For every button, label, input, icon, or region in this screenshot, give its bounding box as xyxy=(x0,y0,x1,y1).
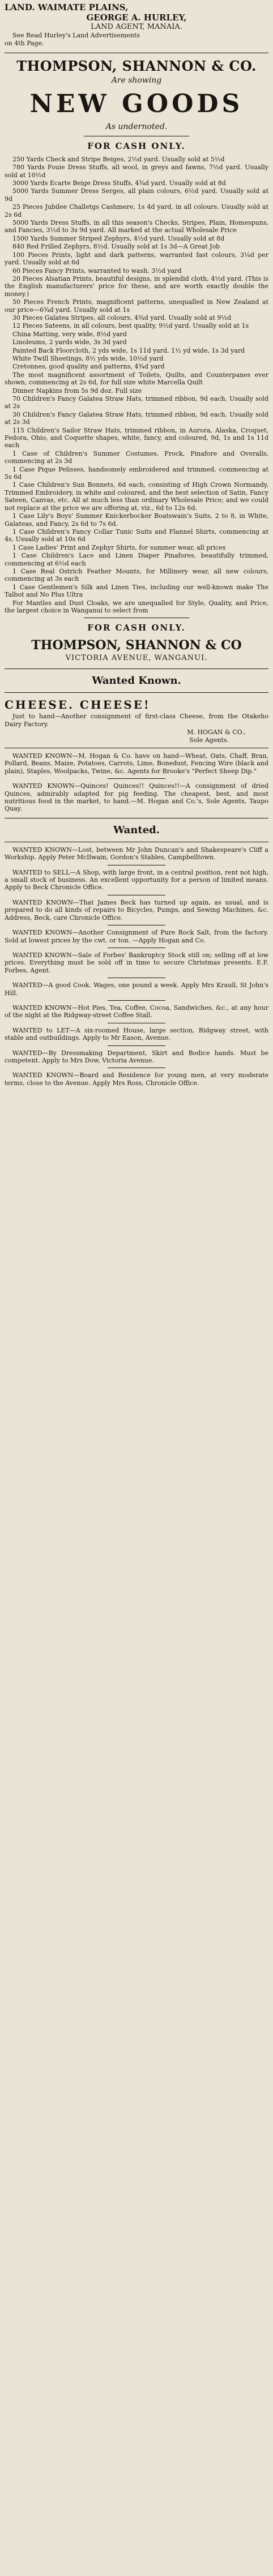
goods-item: 25 Pieces Jubilee Challetgs Cashmere, 1s 4d yard, in all colours. Usually sold at 2s 6d xyxy=(5,203,268,218)
goods-item: 5000 Yards Summer Dress Serges, all plain colours, 6½d yard. Usually sold at 9d xyxy=(5,187,268,203)
drapery-ad xyxy=(5,58,268,664)
classified-ad: WANTED—By Dressmaking Department, Skirt and Bodice hands. Must be competent. Apply to Mrs Dow, Victoria Avenue. xyxy=(5,1049,268,1064)
wanted-title: Wanted. xyxy=(113,824,160,836)
goods-item: 30 Pieces Galatea Stripes, all colours, 4¾d yard. Usually sold at 9½d xyxy=(12,314,232,322)
goods-item: 70 Children's Fancy Galatea Straw Hats, trimmed ribbon, 9d each. Usually sold at 2s xyxy=(5,395,268,410)
goods-item: 1 Case Pique Pelisses, handsomely embroidered and trimmed, commencing at 5s 6d xyxy=(5,465,268,481)
cheese-role: Sole Agents. xyxy=(189,736,229,744)
undernoted-line: As undernoted. xyxy=(105,122,168,131)
classified-ad: WANTED KNOWN—Sale of Forbes' Bankruptcy Stock still on; selling off at low prices. Everything must be sold off in time to secure Christmas presents. E.F. Forbes, Agent. xyxy=(5,951,268,974)
wanted-known-list xyxy=(5,752,268,813)
goods-item: 1 Case Children's Lace and Linen Diaper Pinafores, beautifully trimmed, commencing at 6½d each xyxy=(5,552,268,567)
classified-ad: WANTED to LET—A six-roomed House, large section, Ridgway street, with stable and outbuildings. Apply to Mr Eason, Avenue. xyxy=(5,1026,268,1042)
goods-item: 1 Case Children's Fancy Collar Tunic Suits and Flannel Shirts, commencing at 4s. Usually sold at 10s 6d xyxy=(5,528,268,543)
goods-item: 1500 Yards Summer Striped Zephyrs, 4½d yard. Usually sold at 8d xyxy=(12,234,225,242)
wanted-list xyxy=(5,846,268,1087)
cheese-body: Just to hand—Another consignment of first-class Cheese, from the Otakeho Dairy Factory. xyxy=(5,713,268,728)
goods-item: 115 Children's Sailor Straw Hats, trimmed ribbon, in Aurora, Alaska, Croquet, Fedora, Ohio, and Coquette shapes, white, fancy, and coloured, 9d, 1s and 1s 11d each xyxy=(5,426,268,449)
goods-item: 100 Pieces Prints, light and dark patterns, warranted fast colours, 3¼d per yard. Usually sold at 6d xyxy=(5,251,268,267)
land-agent-ad xyxy=(5,2,268,48)
goods-item: Cretonnes, good quality and patterns, 4¾d yard xyxy=(12,363,165,371)
showing-line: Are showing xyxy=(111,75,162,85)
goods-item: Painted Back Floorcloth, 2 yds wide, 1s 11d yard. 1½ yd wide, 1s 3d yard xyxy=(12,346,245,354)
goods-item: 30 Children's Fancy Galatea Straw Hats, trimmed ribbon, 9d each. Usually sold at 2s 3d xyxy=(5,410,268,426)
classified-ad: WANTED KNOWN—Quinces! Quinces!! Quinces!!—A consignment of dried Quinces, admirably adapted for pig feeding. The cheapest, best, and most nutritious food in the market, to hand.—M. Hogan and Co.'s, Sole Agents, Taupo Quay. xyxy=(5,782,268,813)
for-cash-heading: FOR CASH ONLY. xyxy=(87,140,186,151)
goods-item: 1 Case Gentlemen's Silk and Linen Ties, including our well-known make The Talbot and No Plus Ultra xyxy=(5,583,268,599)
ad-separator xyxy=(108,1000,166,1001)
goods-item: Linoleums, 2 yards wide, 3s 3d yard xyxy=(12,338,127,346)
divider xyxy=(5,692,268,693)
wanted-known-title: Wanted Known. xyxy=(92,675,181,687)
ad-separator xyxy=(108,1045,166,1046)
land-ad-line5: on 4th Page. xyxy=(5,40,44,48)
classified-ad: WANTED KNOWN—Another Consignment of Pure Rock Salt, from the factory. Sold at lowest prices by the cwt. or ton. —Apply Hogan and Co. xyxy=(5,929,268,944)
land-ad-line1: LAND. WAIMATE PLAINS, xyxy=(5,2,129,12)
land-ad-line3: LAND AGENT, MANAIA. xyxy=(91,23,182,31)
goods-item: 20 Pieces Alsatian Prints, beautiful designs, in splendid cloth, 4½d yard. (This is the English manufacturers' price for these, and are worth exactly double the money.) xyxy=(5,275,268,298)
goods-item: 50 Pieces French Prints, magnificent patterns, unequalled in New Zealand at our price—6¾d yard. Usually sold at 1s xyxy=(5,298,268,314)
for-cash-heading-bottom: FOR CASH ONLY. xyxy=(87,623,186,633)
land-ad-line4: See Read Hurley's Land Advertisements xyxy=(12,32,140,39)
classified-ad: WANTED KNOWN—Board and Residence for young men, at very moderate terms, close to the Avenue. Apply Mrs Ross, Chronicle Office. xyxy=(5,1071,268,1087)
cheese-ad xyxy=(5,697,268,744)
goods-item: 780 Yards Fouie Dress Stuffs, all wool, in greys and fawns, 7½d yard. Usually sold at 10½d xyxy=(5,164,268,179)
goods-item: 3000 Yards Ecarte Beige Dress Stuffs, 4¾d yard. Usually sold at 8d xyxy=(12,179,226,187)
goods-item: 250 Yards Check and Stripe Beiges, 2½d yard. Usually sold at 5½d xyxy=(12,155,225,163)
ad-separator xyxy=(108,778,166,779)
footer-firm-name: THOMPSON, SHANNON & CO xyxy=(31,638,242,653)
classified-ad: WANTED KNOWN—That James Beck has turned up again, as usual, and is prepared to do all kinds of repairs to Bicycles, Pumps, and Sewing Machines, &c. Address, Beck, care Chronicle Office. xyxy=(5,898,268,921)
goods-item: 5000 Yards Dress Stuffs, in all this season's Checks, Stripes, Plain, Homespuns, and Fancies, 3½d to 3s 9d yard. All marked at the actual Wholesale Price xyxy=(5,219,268,234)
goods-item: 60 Pieces Fancy Prints, warranted to wash, 3½d yard xyxy=(12,267,182,275)
divider xyxy=(5,668,268,669)
goods-item: For Mantles and Dust Cloaks, we are unequalled for Style, Quality, and Price, the largest choice in Wanganui to select from xyxy=(5,599,268,614)
goods-item: Dinner Napkins from 5s 9d doz. Full size xyxy=(12,387,142,395)
goods-item: White Twill Sheetings, 8½ yds wide, 10½d yard xyxy=(12,354,164,362)
classified-ad: WANTED KNOWN—M. Hogan & Co. have on hand—Wheat, Oats, Chaff, Bran, Pollard, Beans, Maize, Potatoes, Carrots, Lime, Bonedust, Fencing Wire (black and plain), Staples, Woolpacks, Twine, &c. Agents for Brooke's "Perfect Sheep Dip." xyxy=(5,752,268,775)
classified-ad: WANTED KNOWN—Hot Pies, Tea, Coffee, Cocoa, Sandwiches, &c., at any hour of the night at the Ridgway-street Coffee Stall. xyxy=(5,1004,268,1019)
land-ad-line2: GEORGE A. HURLEY, xyxy=(86,12,187,23)
goods-item: China Matting, very wide, 8½d yard xyxy=(12,330,127,338)
goods-item: 1 Case Children's Sun Bonnets, 6d each, consisting of High Crown Normandy, Trimmed Embroidery, in white and coloured, and the best selection of Satin, Fancy Sateen, Canvas, etc. All at much less than ordinary Wholesale Price; and we could not replace at the price we are offering at, viz., 6d to 12s 6d. xyxy=(5,481,268,512)
goods-list xyxy=(5,156,268,615)
goods-item: 840 Red Frilled Zephyrs, 8½d. Usually sold at 1s 3d—A Great Job xyxy=(12,243,220,251)
classified-ad: WANTED KNOWN—Lost, between Mr John Duncan's and Shakespeare's Cliff a Workship. Apply Peter McIlwain, Gordon's Stables, Campbelltown. xyxy=(5,846,268,861)
goods-item: 1 Case Real Ostrich Feather Mounts, for Millinery wear, all new colours, commencing at 3s each xyxy=(5,567,268,583)
new-goods-title: NEW GOODS xyxy=(29,89,244,118)
goods-item: 1 Case Lily's Boys' Summer Knickerbocker Boatswain's Suits, 2 to 8, in White, Galateas, and Fancy, 2s 6d to 7s 6d. xyxy=(5,512,268,528)
classified-ad: WANTED—A good Cook. Wages, one pound a week. Apply Mrs Kraull, St John's Hill. xyxy=(5,981,268,997)
cheese-heading: CHEESE. CHEESE! xyxy=(5,698,151,712)
newspaper-page xyxy=(0,0,273,1087)
classified-ad: WANTED to SELL—A Shop, with large front, in a central position, rent not high, a small stock of business. An excellent opportunity for a person of limited means. Apply to Beck Chronicle Office. xyxy=(5,868,268,891)
goods-item: 1 Case Ladies' Print and Zephyr Shirts, for summer wear, all prices xyxy=(12,543,226,551)
firm-address: VICTORIA AVENUE, WANGANUI. xyxy=(65,654,208,663)
firm-name: THOMPSON, SHANNON & CO. xyxy=(16,57,257,74)
goods-item: 1 Case of Children's Summer Costumes, Frock, Pinafore and Overalls, commencing at 2s 3d xyxy=(5,449,268,465)
cheese-signature: M. HOGAN & CO., xyxy=(187,728,246,736)
goods-item: 12 Pieces Sateens, in all colours, best quality, 9½d yard. Usually sold at 1s xyxy=(12,322,249,330)
goods-item: The most magnificent assortment of Toilets, Quilts, and Counterpanes ever shown, commencing at 2s 6d, for full size white Marcella Quilt xyxy=(5,371,268,387)
